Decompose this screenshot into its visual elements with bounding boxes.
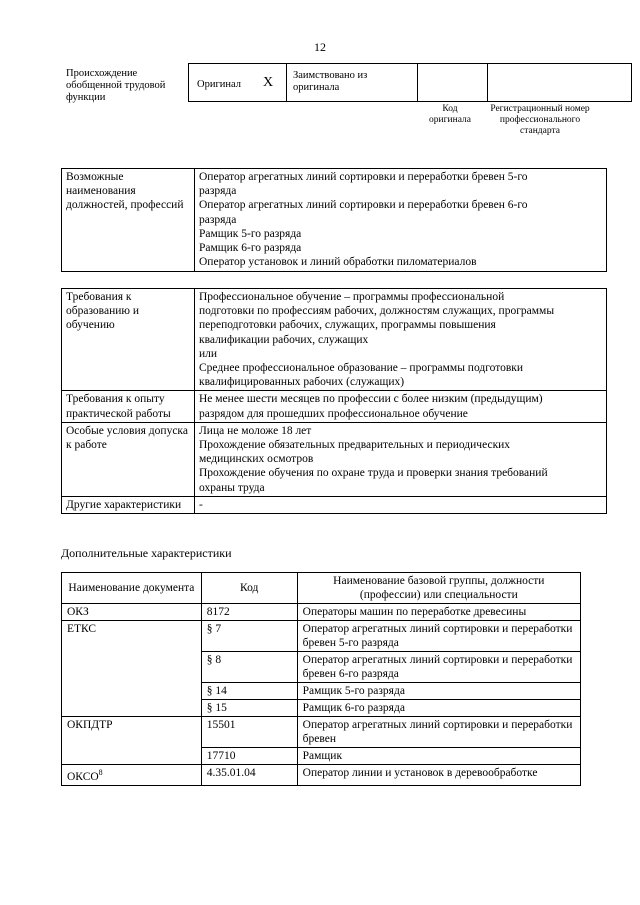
- requirements-table: [61, 288, 607, 514]
- admission-label: Особые условия допуска к работе: [62, 422, 195, 496]
- header-name: Наименование базовой группы, должности (профессии) или специальности: [297, 573, 580, 604]
- education-line: Среднее профессиональное образование – программы подготовки: [199, 362, 524, 375]
- etks-name: Рамщик 6-го разряда: [297, 700, 580, 717]
- table-header-row: [62, 573, 581, 604]
- admission-line: Прохождение обязательных предварительных и периодических: [199, 439, 511, 452]
- origin-label: Происхождение обобщенной трудовой функции: [66, 68, 166, 103]
- etks-name: Рамщик 5-го разряда: [297, 683, 580, 700]
- reg-caption: Регистрационный номер профессионального стандарта: [490, 104, 590, 136]
- okz-code: 8172: [201, 604, 297, 621]
- admission-line: медицинских осмотров: [199, 453, 314, 466]
- table-row: [62, 717, 581, 748]
- education-line: подготовки по профессиям рабочих, должностям служащих, программы: [199, 305, 555, 318]
- positions-line: Рамщик 6-го разряда: [199, 242, 302, 255]
- table-row: [62, 496, 607, 513]
- divider: [286, 64, 287, 101]
- education-label: Требования к образованию и обучению: [62, 289, 195, 391]
- positions-line: разряда: [199, 185, 237, 198]
- table-row: [62, 289, 607, 391]
- experience-label: Требования к опыту практической работы: [62, 391, 195, 422]
- borrowed-label: Заимствовано из оригинала: [293, 70, 368, 93]
- okso-footnote: 8: [98, 768, 103, 777]
- experience-line: разрядом для прошедших профессиональное обучение: [199, 407, 468, 420]
- etks-doc: ЕТКС: [62, 621, 202, 717]
- okpdtr-doc: ОКПДТР: [62, 717, 202, 765]
- table-row: [62, 765, 581, 786]
- table-row: [62, 604, 581, 621]
- admission-line: Лица не моложе 18 лет: [199, 424, 312, 437]
- education-line: переподготовки рабочих, служащих, программы повышения: [199, 319, 496, 332]
- positions-table: [61, 168, 607, 272]
- positions-line: разряда: [199, 213, 237, 226]
- okso-doc: [62, 765, 202, 786]
- education-line: квалификации рабочих, служащих: [199, 333, 369, 346]
- table-row: [62, 169, 607, 272]
- okso-code: 4.35.01.04: [201, 765, 297, 786]
- origin-box: [188, 63, 632, 102]
- positions-line: Оператор агрегатных линий сортировки и переработки бревен 5-го: [199, 171, 528, 183]
- positions-value: [195, 169, 607, 272]
- header-doc: Наименование документа: [62, 573, 202, 604]
- etks-code: § 8: [201, 652, 297, 683]
- okso-name: Оператор линии и установок в деревообработке: [297, 765, 580, 786]
- etks-code: § 14: [201, 683, 297, 700]
- etks-name: Оператор агрегатных линий сортировки и переработки бревен 5-го разряда: [297, 621, 580, 652]
- okz-name: Операторы машин по переработке древесины: [297, 604, 580, 621]
- education-line: или: [199, 347, 218, 360]
- additional-table: [61, 572, 581, 786]
- okpdtr-name: Рамщик: [297, 748, 580, 765]
- okpdtr-code: 17710: [201, 748, 297, 765]
- education-line: квалифицированных рабочих (служащих): [199, 376, 405, 389]
- divider: [487, 64, 488, 101]
- experience-line: Не менее шести месяцев по профессии с более низким (предыдущим): [199, 393, 543, 406]
- header-code: Код: [201, 573, 297, 604]
- positions-line: Оператор агрегатных линий сортировки и переработки бревен 6-го: [199, 199, 528, 212]
- etks-code: § 15: [201, 700, 297, 717]
- admission-line: Прохождение обучения по охране труда и проверки знания требований: [199, 467, 548, 480]
- admission-value: [195, 422, 607, 496]
- positions-line: Оператор установок и линий обработки пиломатериалов: [199, 256, 477, 269]
- additional-heading: Дополнительные характеристики: [61, 546, 232, 560]
- okpdtr-code: 15501: [201, 717, 297, 748]
- page-number: 12: [314, 40, 326, 54]
- admission-line: охраны труда: [199, 481, 265, 494]
- experience-value: [195, 391, 607, 422]
- other-label: Другие характеристики: [62, 496, 195, 513]
- okz-doc: ОКЗ: [62, 604, 202, 621]
- other-value: -: [195, 496, 607, 513]
- etks-code: § 7: [201, 621, 297, 652]
- education-line: Профессиональное обучение – программы профессиональной: [199, 291, 505, 303]
- table-row: [62, 391, 607, 422]
- okso-label: ОКСО: [67, 770, 99, 783]
- okpdtr-name: Оператор агрегатных линий сортировки и переработки бревен: [297, 717, 580, 748]
- table-row: [62, 621, 581, 652]
- positions-line: Рамщик 5-го разряда: [199, 227, 302, 240]
- divider: [417, 64, 418, 101]
- positions-label: Возможные наименования должностей, профессий: [62, 169, 195, 272]
- etks-name: Оператор агрегатных линий сортировки и переработки бревен 6-го разряда: [297, 652, 580, 683]
- education-value: [195, 289, 607, 391]
- original-label: Оригинал: [197, 79, 241, 90]
- code-caption: Код оригинала: [429, 104, 471, 125]
- table-row: [62, 422, 607, 496]
- original-mark: X: [263, 75, 274, 90]
